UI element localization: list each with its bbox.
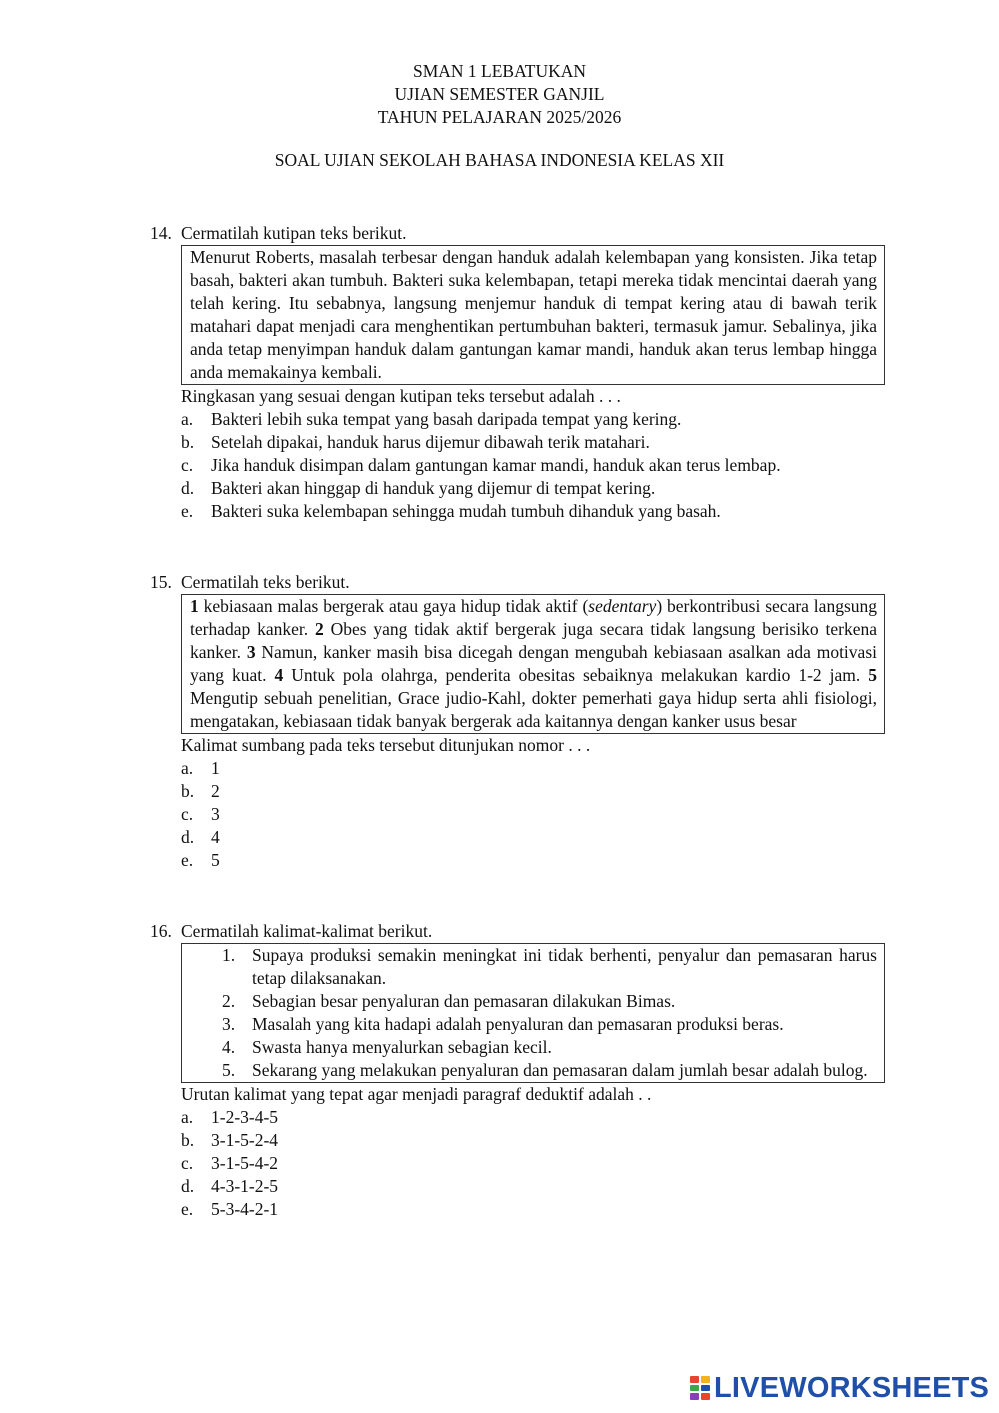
passage-box <box>181 245 885 385</box>
sentence-item: 4. Swasta hanya menyalurkan sebagian kecil. <box>222 1037 552 1057</box>
logo-square <box>690 1376 699 1383</box>
answer-option-d[interactable]: d. 4 <box>181 827 220 847</box>
answer-option-e[interactable]: e. 5 <box>181 850 220 870</box>
liveworksheets-logo[interactable] <box>690 1372 989 1404</box>
question-16-title <box>150 920 885 943</box>
answer-options <box>181 757 885 872</box>
question-instruction: Cermatilah teks berikut. <box>181 572 350 592</box>
sentence-number-2: 2 <box>314 619 324 639</box>
sentence-item: 2. Sebagian besar penyaluran dan pemasaran dilakukan Bimas. <box>222 991 676 1011</box>
answer-options <box>181 1106 885 1221</box>
answer-options <box>181 408 885 523</box>
sentence-number-5: 5 <box>868 665 877 685</box>
exam-name: UJIAN SEMESTER GANJIL <box>394 84 605 104</box>
answer-option-a[interactable]: a. 1 <box>181 758 220 778</box>
logo-square <box>701 1393 710 1400</box>
logo-square <box>701 1376 710 1383</box>
exam-subject: SOAL UJIAN SEKOLAH BAHASA INDONESIA KELAS XII <box>274 150 725 170</box>
answer-option-d[interactable]: d. Bakteri akan hinggap di handuk yang dijemur di tempat kering. <box>181 478 656 498</box>
question-number: 16. <box>150 921 172 941</box>
question-stem: Kalimat sumbang pada teks tersebut ditunjukan nomor . . . <box>181 735 591 755</box>
liveworksheets-mark-icon <box>690 1376 710 1400</box>
sentence-number-3: 3 <box>246 642 256 662</box>
question-number: 15. <box>150 572 172 592</box>
answer-option-c[interactable]: c. Jika handuk disimpan dalam gantungan kamar mandi, handuk akan terus lembap. <box>181 455 781 475</box>
sentence-item: 1. Supaya produksi semakin meningkat ini tidak berhenti, penyalur dan pemasaran harus tetap dilaksanakan. <box>222 945 877 988</box>
question-15-title <box>150 571 885 594</box>
question-14-title <box>150 222 885 245</box>
logo-square <box>701 1385 710 1392</box>
term-sedentary: sedentary <box>588 596 657 616</box>
sentences-box <box>181 943 885 1083</box>
question-15 <box>150 571 885 872</box>
school-name: SMAN 1 LEBATUKAN <box>412 61 587 81</box>
logo-square <box>690 1393 699 1400</box>
answer-option-c[interactable]: c. 3-1-5-4-2 <box>181 1153 279 1173</box>
answer-option-b[interactable]: b. Setelah dipakai, handuk harus dijemur dibawah terik matahari. <box>181 432 650 452</box>
question-stem: Ringkasan yang sesuai dengan kutipan teks tersebut adalah . . . <box>181 386 621 406</box>
answer-option-b[interactable]: b. 2 <box>181 781 220 801</box>
question-16 <box>150 920 885 1221</box>
passage-text: Menurut Roberts, masalah terbesar dengan handuk adalah kelembapan yang konsisten. Jika tetap basah, bakteri akan tumbuh. Bakteri suka kelembapan, tetapi mereka tidak mencintai daerah yang telah kering. Itu sebabnya, langsung menjemur handuk di tempat kering atau di bawah terik matahari dapat menjadi cara menghentikan pertumbuhan bakteri, termasuk jamur. Sebalinya, jika anda tetap menyimpan handuk dalam gantungan kamar mandi, handuk akan terus lembap hingga anda memakainya kembali. <box>190 247 877 382</box>
answer-option-d[interactable]: d. 4-3-1-2-5 <box>181 1176 279 1196</box>
sentence-number-1: 1 <box>190 596 199 616</box>
answer-option-a[interactable]: a. Bakteri lebih suka tempat yang basah daripada tempat yang kering. <box>181 409 682 429</box>
answer-option-e[interactable]: e. 5-3-4-2-1 <box>181 1199 279 1219</box>
sentence-item: 5. Sekarang yang melakukan penyaluran dan pemasaran dalam jumlah besar adalah bulog. <box>222 1060 868 1080</box>
passage-text: 1 kebiasaan malas bergerak atau gaya hidup tidak aktif (sedentary) berkontribusi secara langsung terhadap kanker. 2 Obes yang tidak aktif bergerak juga secara tidak langsung berisiko terkena kanker. 3 Namun, kanker masih bisa dicegah dengan mengubah kebiasaan asalkan ada motivasi yang kuat. 4 Untuk pola olahrga, penderita obesitas sebaiknya melakukan kardio 1-2 jam. 5 Mengutip sebuah penelitian, Grace judio-Kahl, dokter pemerhati gaya hidup serta ahli fisiologi, mengatakan, kebiasaan tidak banyak bergerak ada kaitannya dengan kanker usus besar <box>190 596 878 731</box>
exam-header <box>0 60 999 172</box>
passage-box <box>181 594 885 734</box>
answer-option-b[interactable]: b. 3-1-5-2-4 <box>181 1130 279 1150</box>
answer-option-e[interactable]: e. Bakteri suka kelembapan sehingga mudah tumbuh dihanduk yang basah. <box>181 501 721 521</box>
question-instruction: Cermatilah kalimat-kalimat berikut. <box>181 921 433 941</box>
answer-option-a[interactable]: a. 1-2-3-4-5 <box>181 1107 279 1127</box>
sentence-number-4: 4 <box>274 665 284 685</box>
sentence-item: 3. Masalah yang kita hadapi adalah penyaluran dan pemasaran produksi beras. <box>222 1014 784 1034</box>
question-stem: Urutan kalimat yang tepat agar menjadi paragraf deduktif adalah . . <box>181 1084 652 1104</box>
academic-year: TAHUN PELAJARAN 2025/2026 <box>377 107 622 127</box>
answer-option-c[interactable]: c. 3 <box>181 804 220 824</box>
logo-text: LIVEWORKSHEETS <box>714 1371 990 1404</box>
question-14 <box>150 222 885 523</box>
logo-square <box>690 1385 699 1392</box>
sentence-list <box>190 944 877 1082</box>
question-instruction: Cermatilah kutipan teks berikut. <box>181 223 407 243</box>
question-number: 14. <box>150 223 172 243</box>
